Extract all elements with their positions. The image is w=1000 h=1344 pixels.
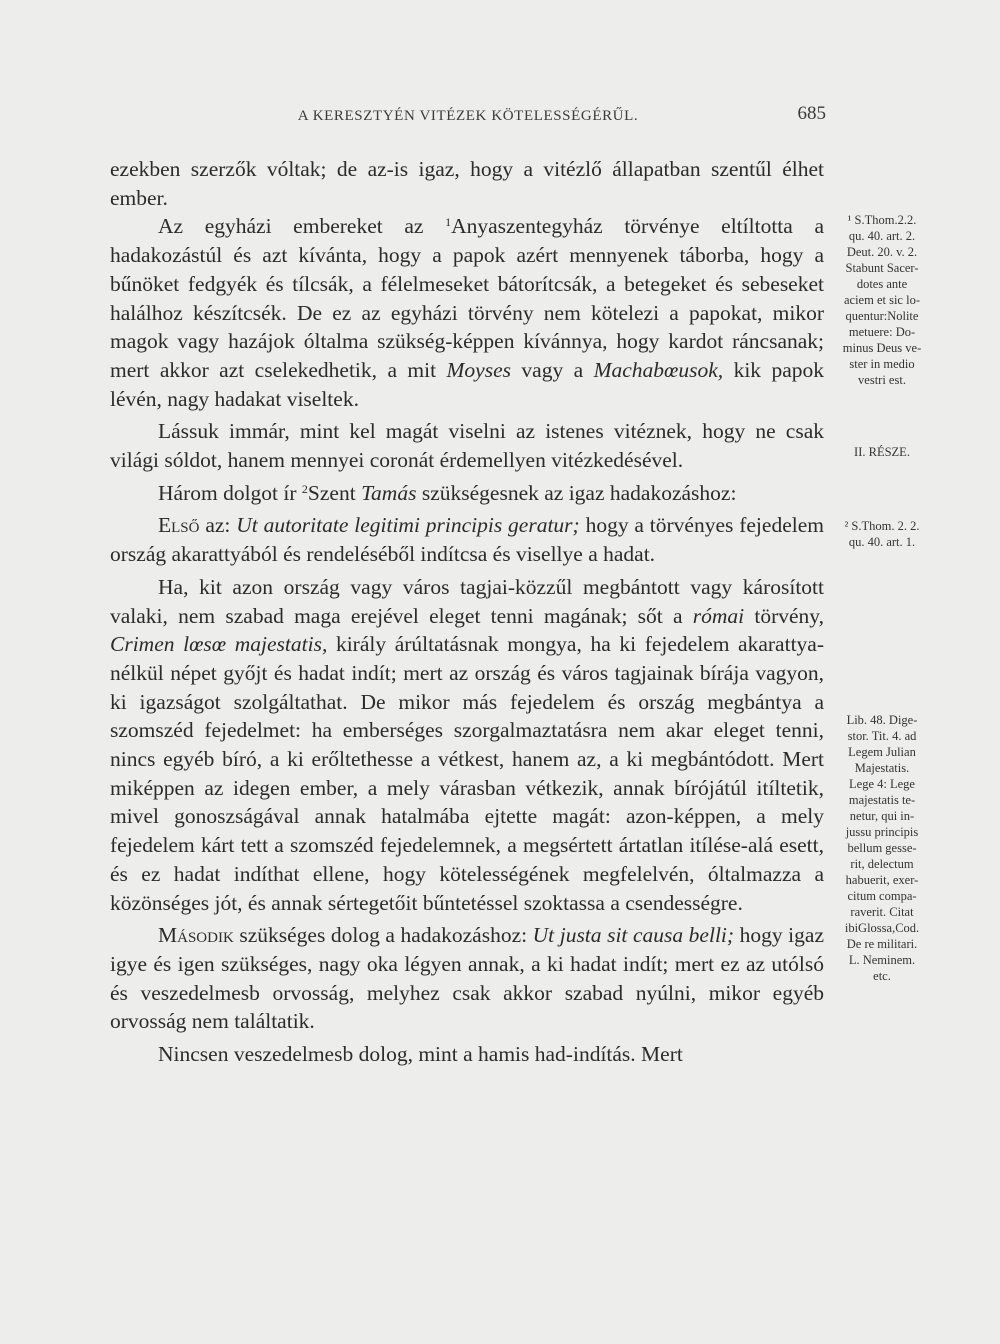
paragraph-1: ezekben szerzők vóltak; de az-is igaz, hogy a vitézlő állapatban szentűl élhet ember. — [110, 157, 824, 210]
margin-section-label: II. RÉSZE. — [854, 445, 910, 459]
running-title: A KERESZTYÉN VITÉZEK KÖTELESSÉGÉRŰL. — [297, 108, 639, 124]
paragraph-7: Második szükséges dolog a hadakozáshoz: Ut justa sit causa belli; hogy igaz igye és igen szükséges, nagy oka légyen annak, a ki hadat indít; mert ez az utólsó és veszedelmesb orvosság, melyhez csak akkor szabad nyúlni, mikor egyéb orvosság nem találtatik. — [110, 923, 824, 1034]
paragraph-2: Az egyházi embereket az $^1$Anyaszentegyház törvénye eltíltotta a hadakozástúl és azt kívánta, hogy a papok azért mennyenek táborba, hogy a bűnöket fedgyék és tílcsák, a félelmeseket bátorítcsák, a betegeket és sebeseket halálhoz készítcsék. De ez az egyházi törvény nem kötelezi a papokat, mikor magok vagy hazájok óltalma szükség-képpen kívánnya, hogy kardot ráncsanak; mert akkor azt cselekedhetik, a mit Moyses vagy a Machabœusok, kik papok lévén, nagy hadakat viseltek. — [110, 214, 825, 411]
main-text — [110, 155, 824, 1069]
running-header — [110, 103, 826, 130]
footnote-ref-2: 2 — [301, 481, 308, 496]
margin-note-3: Lib. 48. Dige- stor. Tit. 4. ad Legem Julian Majestatis. Lege 4: Lege majestatis te- netur, qui in- jussu principis bellum gesse- rit, delectum habuerit, exer- citum compa- raverit. Citat ibiGlossa,Cod. De re militari. L. Neminem. etc. — [844, 713, 920, 983]
paragraph-4: Három dolgot ír $^2$Szent Tamás szükségesnek az igaz hadakozáshoz: — [158, 480, 737, 505]
footnote-ref-1: 1 — [445, 215, 452, 230]
margin-note-1: ¹ S.Thom.2.2. qu. 40. art. 2. Deut. 20. v. 2. Stabunt Sacer- dotes ante aciem et sic lo- quentur:Nolite metuere: Do- minus Deus ve- ster in medio vestri est. — [842, 213, 922, 387]
page-number: 685 — [797, 103, 826, 124]
paragraph-8: Nincsen veszedelmesb dolog, mint a hamis had-indítás. Mert — [158, 1042, 683, 1067]
margin-note-2: ² S.Thom. 2. 2. qu. 40. art. 1. — [844, 519, 920, 549]
paragraph-6: Ha, kit azon ország vagy város tagjai-közzűl megbántott vagy károsított valaki, nem szabad maga erejével eleget tenni magának; sőt a római törvény, Crimen lœsœ majestatis, király árúltatásnak mongya, ha ki fejedelem akarattya-nélkül népet győjt és hadat indít; mert az ország és város tagjainak bírája vagyon, ki igazságot szolgáltathat. De mikor más fejedelem és ország megbántya a szomszéd fejedelmet: ha emberséges szorgalmaztatásra nem akar eleget tenni, nincs egyéb bíró, a ki erőltethesse a vétkest, hanem az, a ki megbántódott. Mert miképpen az idegen ember, a mely várasban vétkezik, annak bírójátúl itíltetik, mivel gonoszságával annak hatalmába ejtette magát: azon-képpen, a mely fejedelem kárt tett a szomszéd fejedelemnek, a megsértett ártatlan itílése-alá esett, és ez hadat indíthat ellene, hogy kötelességének megfelelvén, óltalmazza a közönséges jót, és annak sértegetőit bűntetéssel szoktassa a csendességre. — [110, 574, 825, 915]
paragraph-5: Első az: Ut autoritate legitimi principis geratur; hogy a törvényes fejedelem ország akarattyából és rendeléséből indítcsa és visellye a hadat. — [110, 513, 824, 567]
paragraph-3: Lássuk immár, mint kel magát viselni az istenes vitéznek, hogy ne csak világi sóldot, hanem mennyei coronát érdemellyen vitézkedésével. — [110, 419, 824, 473]
